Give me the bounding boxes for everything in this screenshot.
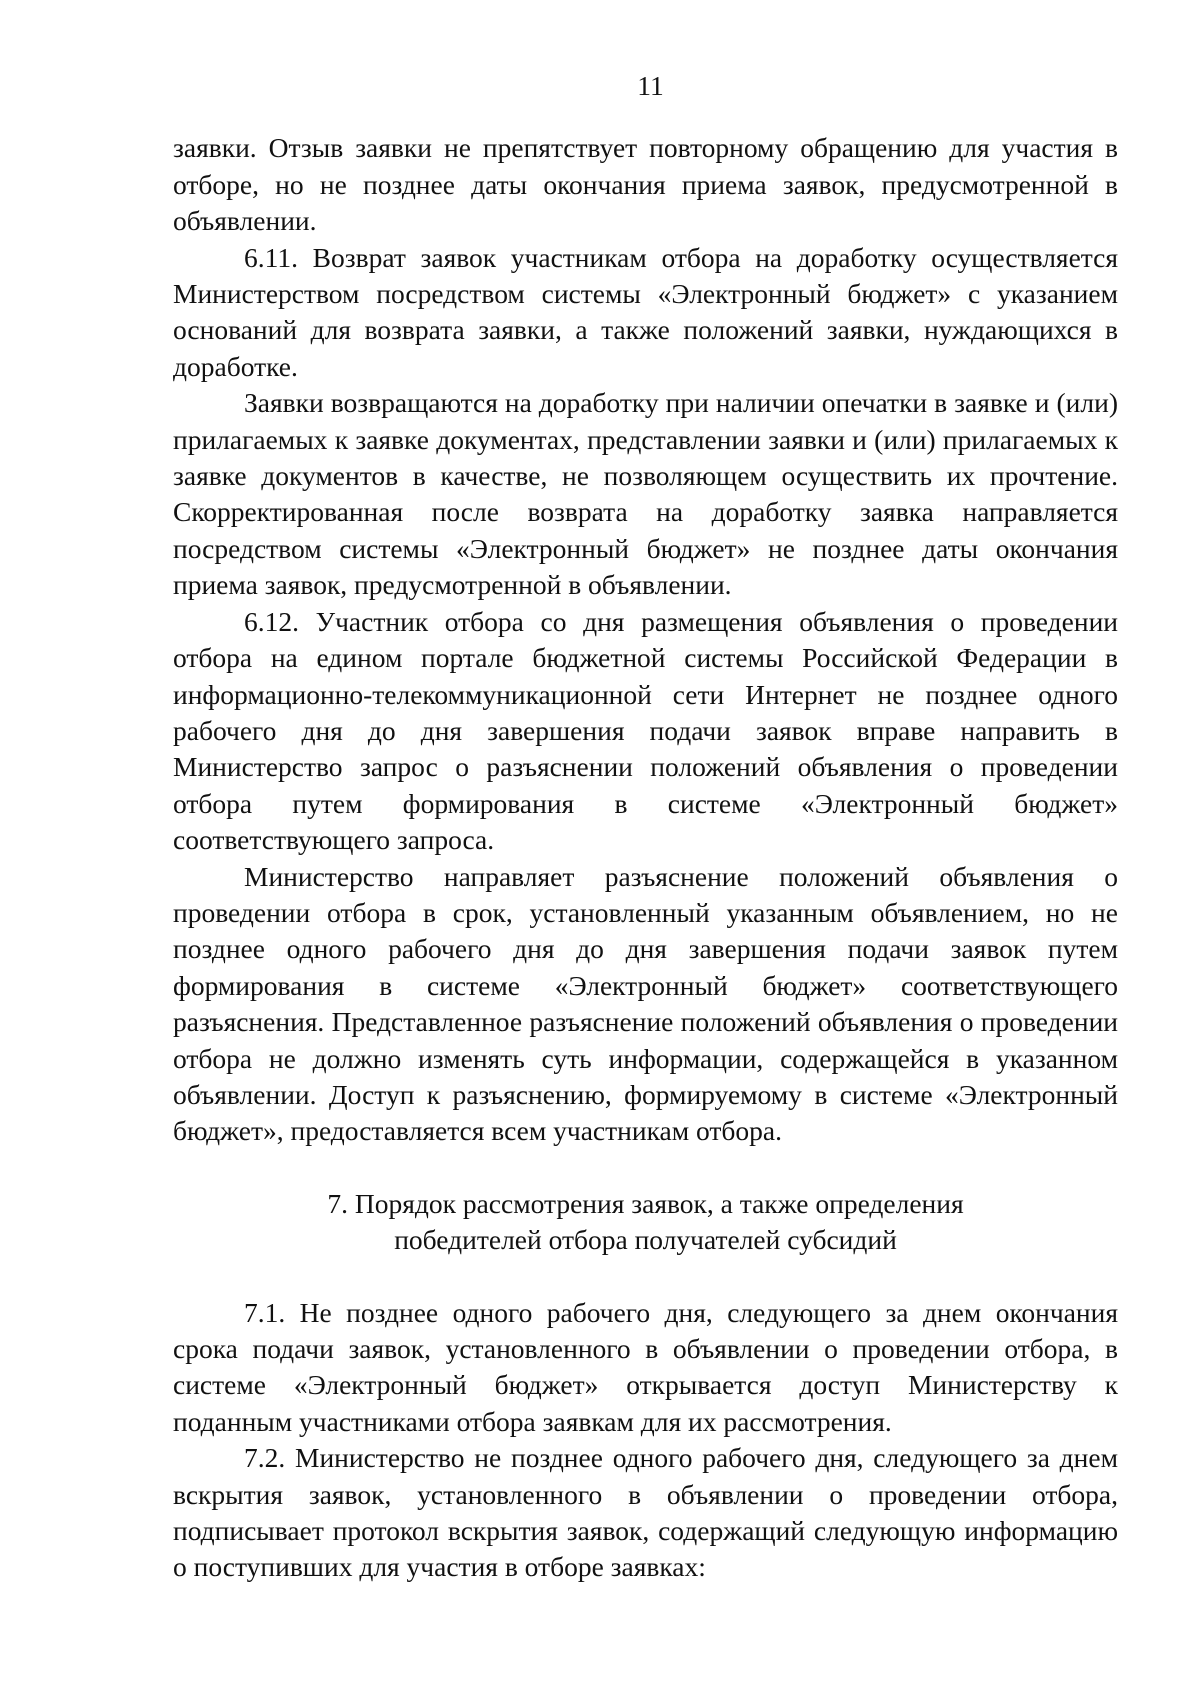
section-heading-7 — [173, 1186, 1118, 1259]
paragraph-withdrawal-continuation: заявки. Отзыв заявки не препятствует повторному обращению для участия в отборе, но не позднее даты окончания приема заявок, предусмотренной в объявлении. — [173, 132, 1118, 237]
document-page — [173, 68, 1118, 1586]
paragraph-6-12: 6.12. Участник отбора со дня размещения объявления о проведении отбора на едином портале бюджетной системы Российской Федерации в информационно-телекоммуникационной сети Интернет не позднее одного рабочего дня до дня завершения подачи заявок вправе направить в Министерство запрос о разъяснении положений объявления о проведении отбора путем формирования в системе «Электронный бюджет» соответствующего запроса. — [173, 605, 1118, 856]
page-number: 11 — [637, 70, 664, 101]
section-heading-line-1: 7. Порядок рассмотрения заявок, а также определения — [327, 1187, 964, 1219]
paragraph-6-11: 6.11. Возврат заявок участникам отбора на доработку осуществляется Министерством посредством системы «Электронный бюджет» с указанием оснований для возврата заявки, а также положений заявки, нуждающихся в доработке. — [173, 241, 1118, 382]
paragraph-ministry-clarification: Министерство направляет разъяснение положений объявления о проведении отбора в срок, установленный указанным объявлением, но не позднее одного рабочего дня до дня завершения подачи заявок путем формирования в системе «Электронный бюджет» соответствующего разъяснения. Представленное разъяснение положений объявления о проведении отбора не должно изменять суть информации, содержащейся в указанном объявлении. Доступ к разъяснению, формируемому в системе «Электронный бюджет», предоставляется всем участникам отбора. — [173, 860, 1118, 1147]
paragraph-return-for-revision: Заявки возвращаются на доработку при наличии опечатки в заявке и (или) прилагаемых к заявке документах, представлении заявки и (или) прилагаемых к заявке документов в качестве, не позволяющем осуществить их прочтение. Скорректированная после возврата на доработку заявка направляется посредством системы «Электронный бюджет» не позднее даты окончания приема заявок, предусмотренной в объявлении. — [173, 387, 1118, 601]
paragraph-7-2: 7.2. Министерство не позднее одного рабочего дня, следующего за днем вскрытия заявок, установленного в объявлении о проведении отбора, подписывает протокол вскрытия заявок, содержащий следующую информацию о поступивших для участия в отборе заявках: — [173, 1442, 1118, 1583]
section-heading-line-2: победителей отбора получателей субсидий — [394, 1224, 897, 1256]
paragraph-7-1: 7.1. Не позднее одного рабочего дня, следующего за днем окончания срока подачи заявок, установленного в объявлении о проведении отбора, в системе «Электронный бюджет» открывается доступ Министерству к поданным участниками отбора заявкам для их рассмотрения. — [173, 1296, 1118, 1437]
